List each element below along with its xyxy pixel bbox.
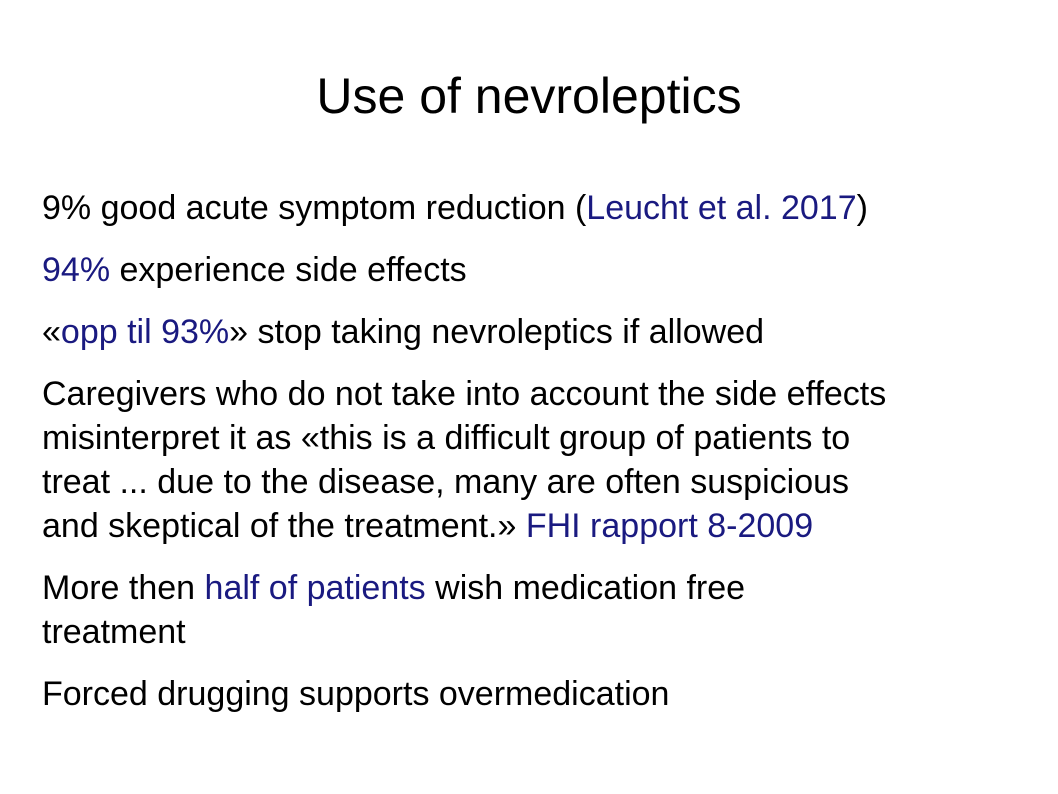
bullet-line xyxy=(42,248,1042,292)
bullet-item xyxy=(42,310,1042,354)
highlighted-text: opp til 93% xyxy=(60,313,230,351)
bullet-item xyxy=(42,186,1042,230)
bullet-line xyxy=(42,610,1042,654)
bullet-item xyxy=(42,566,1042,654)
bullet-text: wish medication free xyxy=(425,569,746,607)
bullet-line xyxy=(42,460,1042,504)
bullet-text: « xyxy=(42,313,61,351)
bullet-list xyxy=(42,186,1042,734)
bullet-text: Caregivers who do not take into account the side effects xyxy=(42,375,887,413)
bullet-text: More then xyxy=(42,569,205,607)
bullet-text: treatment xyxy=(42,613,186,651)
bullet-text: ) xyxy=(856,189,868,227)
bullet-text: 9% good acute symptom reduction ( xyxy=(42,189,587,227)
bullet-text: misinterpret it as «this is a difficult group of patients to xyxy=(42,419,851,457)
highlighted-text: FHI rapport 8-2009 xyxy=(525,507,814,545)
bullet-text: treat ... due to the disease, many are often suspicious xyxy=(42,463,850,501)
highlighted-text: 94% xyxy=(42,251,111,289)
bullet-line xyxy=(42,416,1042,460)
bullet-line xyxy=(42,504,1042,548)
bullet-text: Forced drugging supports overmedication xyxy=(42,675,670,713)
bullet-item xyxy=(42,672,1042,716)
highlighted-text: Leucht et al. 2017 xyxy=(586,189,857,227)
bullet-line xyxy=(42,310,1042,354)
bullet-item xyxy=(42,248,1042,292)
highlighted-text: half of patients xyxy=(204,569,426,607)
bullet-item xyxy=(42,372,1042,548)
slide-title: Use of nevroleptics xyxy=(316,68,742,124)
bullet-line xyxy=(42,372,1042,416)
bullet-line xyxy=(42,566,1042,610)
bullet-text: experience side effects xyxy=(110,251,467,289)
bullet-text: » stop taking nevroleptics if allowed xyxy=(229,313,765,351)
bullet-text: and skeptical of the treatment.» xyxy=(42,507,526,545)
bullet-line xyxy=(42,672,1042,716)
bullet-line xyxy=(42,186,1042,230)
